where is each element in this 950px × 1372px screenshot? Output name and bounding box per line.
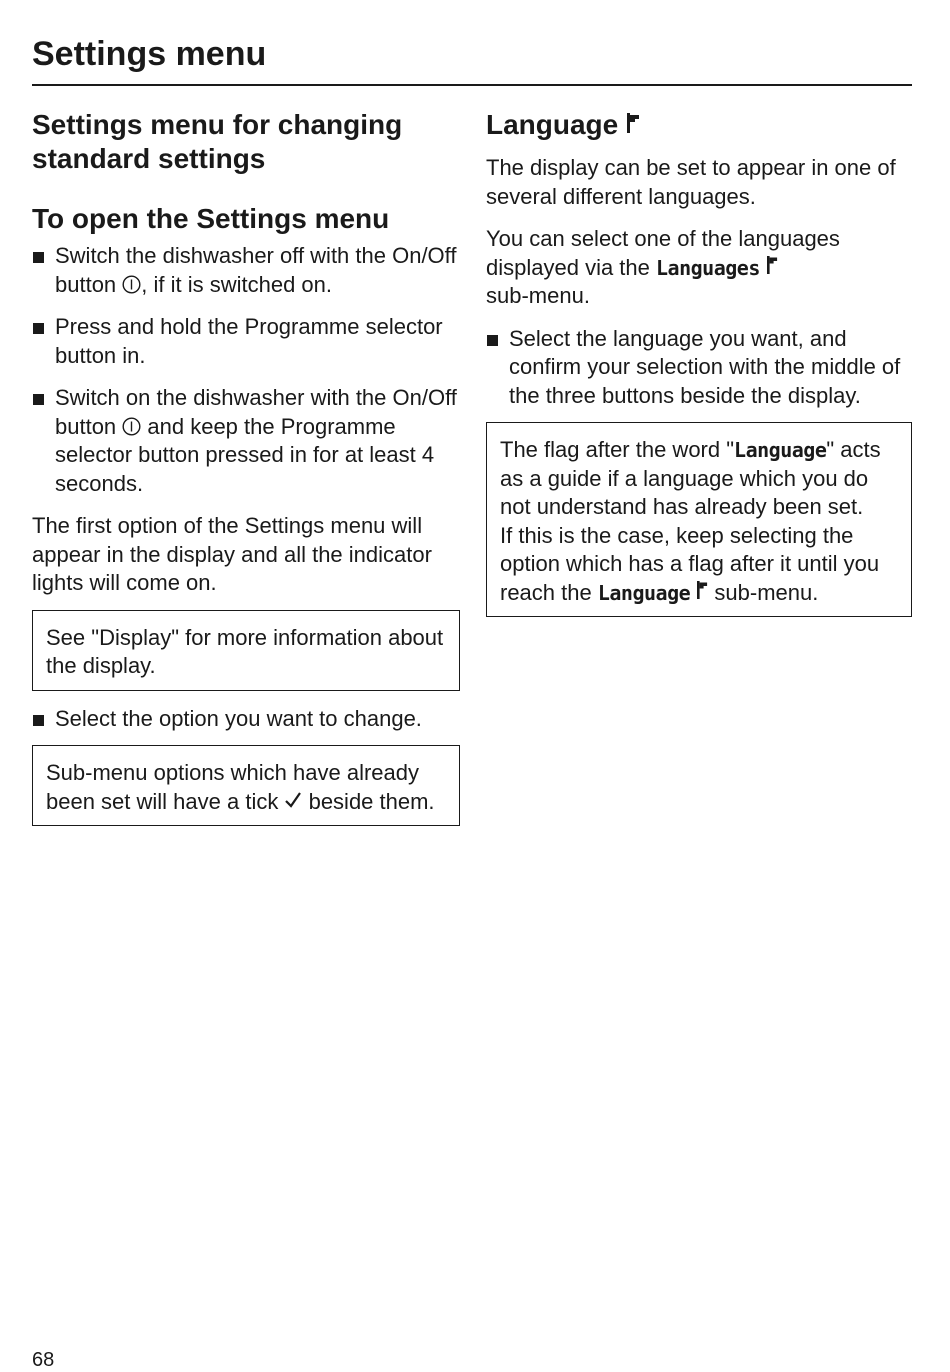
page-number: 68 xyxy=(32,1349,55,1371)
bullet-square-icon xyxy=(33,715,44,726)
instruction-text: Press and hold the Programme selector button in. xyxy=(55,314,443,368)
bullet-square-icon xyxy=(33,394,44,405)
flag-icon xyxy=(626,112,640,134)
note-text-post: sub-menu. xyxy=(708,579,819,605)
instruction-switch-on xyxy=(32,384,460,498)
bullet-square-icon xyxy=(487,335,498,346)
note-box-display xyxy=(32,610,460,691)
language-submenu-paragraph xyxy=(486,225,912,311)
instruction-text-pre: Switch the dishwasher off with the On/Off button xyxy=(55,243,457,297)
page-title: Settings menu xyxy=(32,35,267,73)
section-heading-language xyxy=(486,108,912,142)
paragraph-text-post: sub-menu. xyxy=(486,283,590,308)
language-intro: The display can be set to appear in one of several different languages. xyxy=(486,155,896,209)
note-text-post: beside them. xyxy=(302,788,435,814)
title-divider xyxy=(32,84,912,86)
note-text: See "Display" for more information about the display. xyxy=(46,624,444,678)
section-heading-open-settings: To open the Settings menu xyxy=(32,203,390,234)
instruction-text-post: , if it is switched on. xyxy=(141,271,333,297)
bullet-square-icon xyxy=(33,323,44,334)
display-text-language: Language xyxy=(734,438,827,462)
info-paragraph: The first option of the Settings menu will appear in the display and all the indicator lights will come on. xyxy=(32,513,432,595)
note-text-pre: The flag after the word " xyxy=(500,437,735,462)
note-text-pre: Sub-menu options which have already been set will have a tick xyxy=(46,760,420,814)
section-heading-language-text: Language xyxy=(486,109,619,140)
note-text-line2: If this is the case, keep selecting the option which has a flag after it until you reach the xyxy=(500,522,880,605)
note-box-language-flag xyxy=(486,422,912,617)
tick-icon xyxy=(284,791,302,809)
bullet-square-icon xyxy=(33,252,44,263)
display-text-languages: Languages xyxy=(656,255,760,280)
section-heading-settings-menu: Settings menu for changing standard settings xyxy=(32,109,403,174)
flag-icon xyxy=(766,255,778,275)
instruction-text-post: and keep the Programme selector button pressed in for at least 4 seconds. xyxy=(55,413,435,496)
display-text-language: Language xyxy=(597,580,691,605)
note-box-tick xyxy=(32,745,460,826)
instruction-text-pre: Switch on the dishwasher with the On/Off button xyxy=(55,385,457,439)
instruction-select-language xyxy=(486,325,912,411)
paragraph-text-pre: You can select one of the languages displayed via the xyxy=(486,226,840,280)
note-text-mid: " acts as a guide if a language which you do not understand has already been set. xyxy=(500,437,881,519)
power-button-icon xyxy=(122,417,141,436)
left-column xyxy=(32,108,460,826)
right-column xyxy=(486,108,912,617)
instruction-press-hold xyxy=(32,313,460,370)
instruction-text: Select the option you want to change. xyxy=(55,705,422,731)
power-button-icon xyxy=(122,275,141,294)
instruction-text: Select the language you want, and confirm your selection with the middle of the three buttons beside the display. xyxy=(509,325,901,408)
instruction-switch-off xyxy=(32,242,460,299)
instruction-select-option xyxy=(32,705,460,734)
flag-icon xyxy=(696,580,708,600)
